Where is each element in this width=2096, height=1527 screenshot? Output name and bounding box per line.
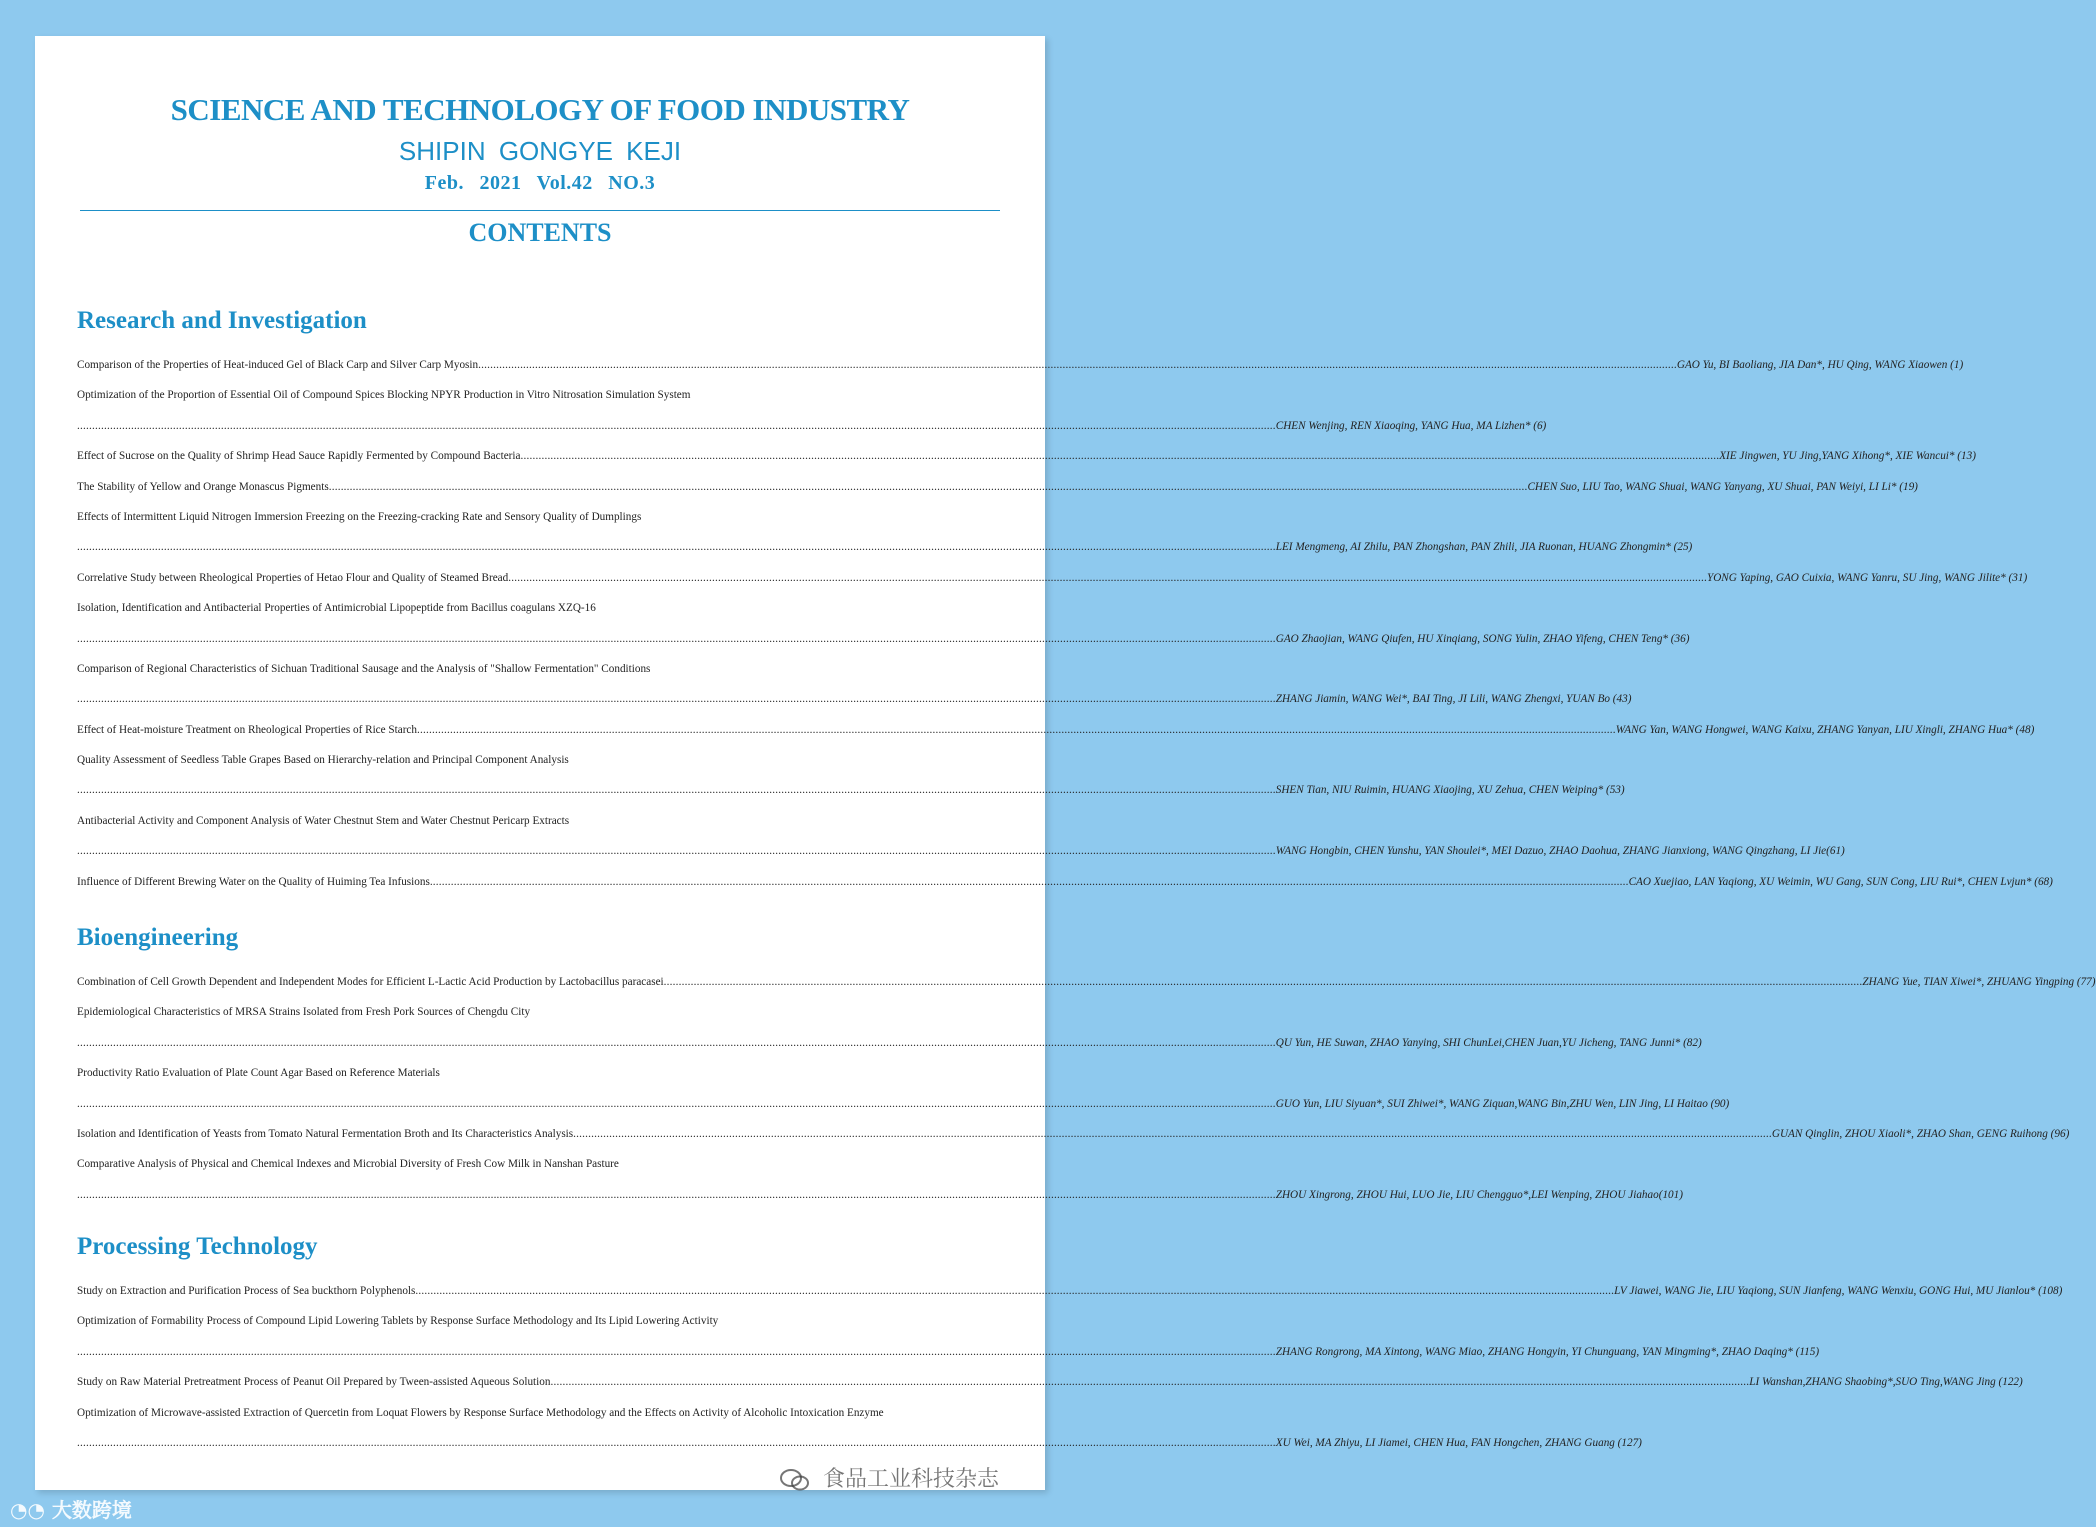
entry-authors: ZHANG Rongrong, MA Xintong, WANG Miao, ZHANG Hongyin, YI Chunguang, YAN Mingming*, ZHAO Daqing* (115)	[1275, 1345, 1820, 1358]
entry-title: Correlative Study between Rheological Properties of Hetao Flour and Quality of Steamed Bread	[77, 571, 509, 584]
entry-line	[77, 563, 2028, 593]
entry-authors: ZHOU Xingrong, ZHOU Hui, LUO Jie, LIU Chengguo*,LEI Wenping, ZHOU Jiahao(101)	[1275, 1188, 1683, 1201]
entry-authors: GAO Yu, BI Baoliang, JIA Dan*, HU Qing, WANG Xiaowen (1)	[1676, 359, 1964, 371]
brand-logo-icon: ◔◔	[10, 1498, 45, 1522]
toc-entry	[77, 563, 2028, 593]
entry-author-line	[77, 1028, 1702, 1058]
entry-line	[77, 1367, 2023, 1397]
entry-authors: GUO Yun, LIU Siyuan*, SUI Zhiwei*, WANG Ziquan,WANG Bin,ZHU Wen, LIN Jing, LI Haitao (90)	[1275, 1097, 1730, 1110]
entry-authors: GAO Zhaojian, WANG Qiufen, HU Xinqiang, SONG Yulin, ZHAO Yifeng, CHEN Teng* (36)	[1275, 632, 1690, 645]
watermark-left: ◔◔ 大数跨境	[10, 1498, 132, 1522]
entry-title: Optimization of Formability Process of Compound Lipid Lowering Tablets by Response Surface Methodology and Its Lipid Lowering Activity	[77, 1315, 719, 1328]
leader-dots: ................................................................................................................................................................................................................................................................................................................................................................................................................	[429, 875, 1629, 888]
entry-authors: QU Yun, HE Suwan, ZHAO Yanying, SHI ChunLei,CHEN Juan,YU Jicheng, TANG Junni* (82)	[1275, 1036, 1702, 1049]
entry-title: Comparative Analysis of Physical and Chemical Indexes and Microbial Diversity of Fresh Cow Milk in Nanshan Pasture	[77, 1158, 619, 1171]
entry-author-line	[77, 411, 1547, 441]
leader-dots: ................................................................................................................................................................................................................................................................................................................................................................................................................	[417, 723, 1616, 736]
toc-entry	[77, 967, 2096, 997]
leader-dots: ................................................................................................................................................................................................................................................................................................................................................................................................................	[77, 1097, 1276, 1110]
entry-authors: ZHANG Yue, TIAN Xiwei*, ZHUANG Yingping (77)	[1862, 976, 2096, 988]
toc-entry	[77, 806, 1845, 867]
entry-title: Isolation and Identification of Yeasts from Tomato Natural Fermentation Broth and Its Characteristics Analysis	[77, 1127, 574, 1140]
toc-entry	[77, 502, 1693, 563]
entry-authors: XIE Jingwen, YU Jing,YANG Xihong*, XIE Wancui* (13)	[1719, 450, 1976, 463]
entry-line	[77, 715, 2035, 745]
entry-title: The Stability of Yellow and Orange Monascus Pigments	[77, 480, 329, 493]
section-research	[77, 306, 2053, 897]
leader-dots: ................................................................................................................................................................................................................................................................................................................................................................................................................	[573, 1127, 1772, 1140]
entry-title: Optimization of Microwave-assisted Extraction of Quercetin from Loquat Flowers by Response Surface Methodology and the Effects on Activity of Alcoholic Intoxication Enzyme	[77, 1406, 884, 1419]
leader-dots: ................................................................................................................................................................................................................................................................................................................................................................................................................	[520, 450, 1720, 463]
entry-line	[77, 1119, 2070, 1149]
leader-dots: ................................................................................................................................................................................................................................................................................................................................................................................................................	[77, 1188, 1276, 1201]
entry-title: Epidemiological Characteristics of MRSA Strains Isolated from Fresh Pork Sources of Chengdu City	[77, 1006, 531, 1019]
section-processing	[77, 1232, 2063, 1458]
entry-authors: WANG Hongbin, CHEN Yunshu, YAN Shoulei*, MEI Dazuo, ZHAO Daohua, ZHANG Jianxiong, WANG Qingzhang, LI Jie(61)	[1275, 845, 1845, 858]
leader-dots: ................................................................................................................................................................................................................................................................................................................................................................................................................	[77, 541, 1276, 554]
entry-line	[77, 867, 2053, 897]
entry-authors: LEI Mengmeng, AI Zhilu, PAN Zhongshan, PAN Zhili, JIA Ruonan, HUANG Zhongmin* (25)	[1275, 541, 1693, 554]
entry-line	[77, 1276, 2063, 1306]
toc-entry	[77, 715, 2035, 745]
contents-page	[35, 36, 2096, 1490]
entry-title: Antibacterial Activity and Component Analysis of Water Chestnut Stem and Water Chestnut Pericarp Extracts	[77, 814, 570, 827]
toc-entry	[77, 867, 2053, 897]
leader-dots: ................................................................................................................................................................................................................................................................................................................................................................................................................	[77, 1345, 1276, 1358]
toc-entry	[77, 350, 1964, 380]
entry-title: Effect of Heat-moisture Treatment on Rheological Properties of Rice Starch	[77, 723, 417, 736]
section-bioengineering	[77, 923, 2096, 1210]
toc-entry	[77, 472, 1918, 502]
leader-dots: ................................................................................................................................................................................................................................................................................................................................................................................................................	[328, 480, 1528, 493]
toc-entry	[77, 1398, 1642, 1459]
entry-author-line	[77, 836, 1845, 866]
toc-entry	[77, 997, 1702, 1058]
toc-entry	[77, 1119, 2070, 1149]
entry-title: Influence of Different Brewing Water on the Quality of Huiming Tea Infusions	[77, 875, 430, 888]
entry-authors: LI Wanshan,ZHANG Shaobing*,SUO Ting,WANG Jing (122)	[1749, 1376, 2023, 1389]
toc-entry	[77, 1149, 1683, 1210]
leader-dots: ................................................................................................................................................................................................................................................................................................................................................................................................................	[77, 845, 1276, 858]
leader-dots: ................................................................................................................................................................................................................................................................................................................................................................................................................	[663, 976, 1863, 988]
entry-author-line	[77, 684, 1632, 714]
entry-author-line	[77, 532, 1693, 562]
contents-heading: CONTENTS	[468, 218, 612, 247]
entry-author-line	[77, 1089, 1730, 1119]
toc-entry	[77, 654, 1632, 715]
toc-entry	[77, 1058, 1730, 1119]
entry-title: Effect of Sucrose on the Quality of Shrimp Head Sauce Rapidly Fermented by Compound Bacteria	[77, 450, 521, 463]
journal-subtitle: SHIPIN GONGYE KEJI	[398, 136, 682, 166]
entry-authors: GUAN Qinglin, ZHOU Xiaoli*, ZHAO Shan, GENG Ruihong (96)	[1771, 1127, 2070, 1140]
entry-author-line	[77, 624, 1690, 654]
entry-authors: LV Jiawei, WANG Jie, LIU Yaqiong, SUN Jianfeng, WANG Wenxiu, GONG Hui, MU Jianlou* (108)	[1614, 1285, 2063, 1297]
section-title: Bioengineering	[77, 924, 239, 951]
leader-dots: ................................................................................................................................................................................................................................................................................................................................................................................................................	[415, 1285, 1615, 1297]
entry-title: Comparison of the Properties of Heat-induced Gel of Black Carp and Silver Carp Myosin	[77, 359, 479, 371]
wechat-icon	[780, 1469, 810, 1491]
toc-entry	[77, 441, 1976, 471]
watermark-right: 食品工业科技杂志	[780, 1462, 999, 1493]
journal-issue: Feb. 2021 Vol.42 NO.3	[424, 172, 656, 194]
entry-line	[77, 472, 1918, 502]
leader-dots: ................................................................................................................................................................................................................................................................................................................................................................................................................	[77, 693, 1276, 706]
toc-entry	[77, 1276, 2063, 1306]
entry-authors: ZHANG Jiamin, WANG Wei*, BAI Ting, JI Lili, WANG Zhengxi, YUAN Bo (43)	[1275, 693, 1632, 706]
leader-dots: ................................................................................................................................................................................................................................................................................................................................................................................................................	[508, 571, 1707, 584]
entry-author-line	[77, 775, 1625, 805]
entry-authors: CAO Xuejiao, LAN Yaqiong, XU Weimin, WU Gang, SUN Cong, LIU Rui*, CHEN Lvjun* (68)	[1628, 875, 2053, 888]
toc-entry	[77, 1367, 2023, 1397]
entry-authors: CHEN Suo, LIU Tao, WANG Shuai, WANG Yanyang, XU Shuai, PAN Weiyi, LI Li* (19)	[1527, 480, 1918, 493]
toc-entry	[77, 380, 1547, 441]
entry-title: Isolation, Identification and Antibacterial Properties of Antimicrobial Lipopeptide from Bacillus coagulans XZQ-16	[77, 602, 596, 615]
entry-authors: CHEN Wenjing, REN Xiaoqing, YANG Hua, MA Lizhen* (6)	[1275, 419, 1547, 432]
header-rule	[80, 210, 1000, 211]
entry-title: Comparison of Regional Characteristics of Sichuan Traditional Sausage and the Analysis of "Shallow Fermentation" Conditions	[77, 662, 651, 675]
entry-title: Effects of Intermittent Liquid Nitrogen Immersion Freezing on the Freezing-cracking Rate and Sensory Quality of Dumplings	[77, 510, 642, 523]
leader-dots: ................................................................................................................................................................................................................................................................................................................................................................................................................	[77, 1436, 1276, 1449]
leader-dots: ................................................................................................................................................................................................................................................................................................................................................................................................................	[550, 1376, 1750, 1389]
entry-author-line	[77, 1180, 1683, 1210]
entry-line	[77, 350, 1964, 380]
section-title: Research and Investigation	[77, 307, 367, 334]
leader-dots: ................................................................................................................................................................................................................................................................................................................................................................................................................	[77, 784, 1276, 797]
entry-title: Optimization of the Proportion of Essential Oil of Compound Spices Blocking NPYR Production in Vitro Nitrosation Simulation System	[77, 389, 691, 402]
leader-dots: ................................................................................................................................................................................................................................................................................................................................................................................................................	[77, 1036, 1276, 1049]
leader-dots: ................................................................................................................................................................................................................................................................................................................................................................................................................	[478, 359, 1677, 371]
toc-entry	[77, 1306, 1820, 1367]
toc-entry	[77, 745, 1625, 806]
entry-authors: YONG Yaping, GAO Cuixia, WANG Yanru, SU Jing, WANG Jilite* (31)	[1706, 571, 2028, 584]
entry-title: Quality Assessment of Seedless Table Grapes Based on Hierarchy-relation and Principal Component Analysis	[77, 754, 569, 767]
section-title: Processing Technology	[77, 1233, 318, 1260]
entry-line	[77, 441, 1976, 471]
entry-author-line	[77, 1428, 1642, 1458]
entry-title: Study on Raw Material Pretreatment Process of Peanut Oil Prepared by Tween-assisted Aqueous Solution	[77, 1376, 551, 1389]
entry-title: Study on Extraction and Purification Process of Sea buckthorn Polyphenols	[77, 1285, 416, 1297]
entry-author-line	[77, 1337, 1820, 1367]
entry-authors: WANG Yan, WANG Hongwei, WANG Kaixu, ZHANG Yanyan, LIU Xingli, ZHANG Hua* (48)	[1615, 723, 2035, 736]
toc-entry	[77, 593, 1690, 654]
leader-dots: ................................................................................................................................................................................................................................................................................................................................................................................................................	[77, 632, 1276, 645]
leader-dots: ................................................................................................................................................................................................................................................................................................................................................................................................................	[77, 419, 1276, 432]
entry-authors: XU Wei, MA Zhiyu, LI Jiamei, CHEN Hua, FAN Hongchen, ZHANG Guang (127)	[1275, 1436, 1642, 1449]
entry-title: Combination of Cell Growth Dependent and Independent Modes for Efficient L-Lactic Acid Production by Lactobacillus paracasei	[77, 976, 664, 988]
entry-line	[77, 967, 2096, 997]
entry-title: Productivity Ratio Evaluation of Plate Count Agar Based on Reference Materials	[77, 1067, 440, 1080]
entry-authors: SHEN Tian, NIU Ruimin, HUANG Xiaojing, XU Zehua, CHEN Weiping* (53)	[1275, 784, 1625, 797]
journal-title: SCIENCE AND TECHNOLOGY OF FOOD INDUSTRY	[170, 92, 910, 127]
